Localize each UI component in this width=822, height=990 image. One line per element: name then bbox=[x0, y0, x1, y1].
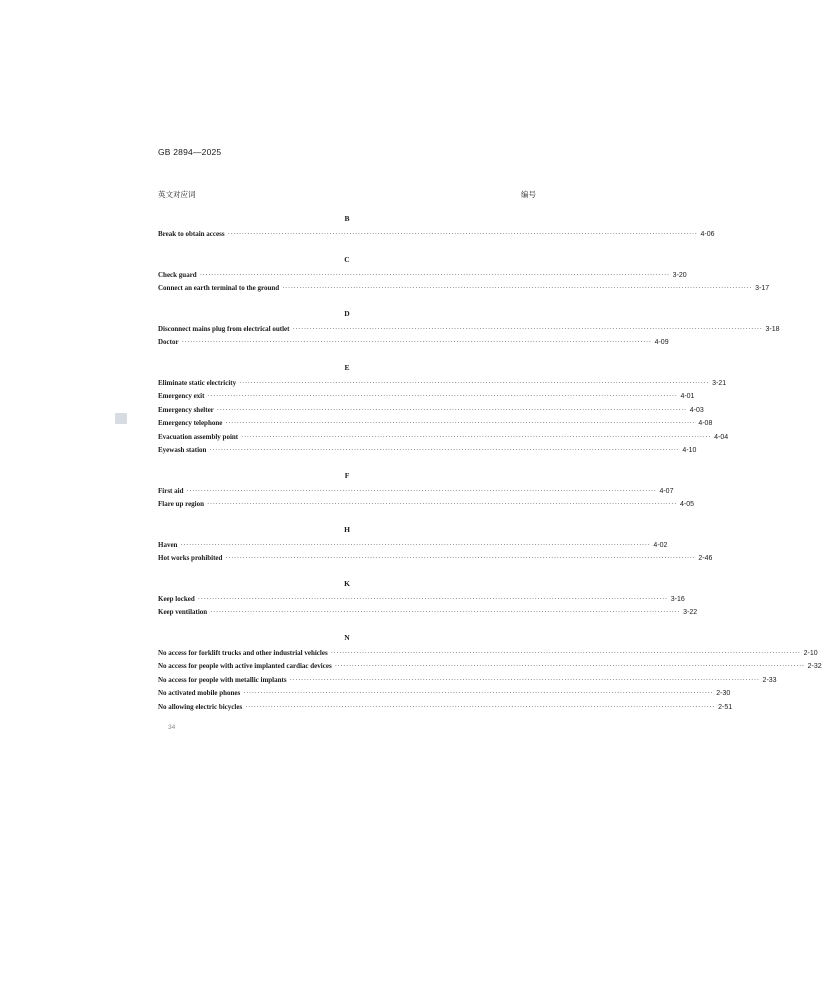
dot-leader: ······································································································································································ bbox=[207, 500, 677, 508]
entry-code: 4-02 bbox=[653, 541, 668, 549]
entry-term: Emergency telephone bbox=[158, 419, 223, 427]
entry-code: 2-30 bbox=[716, 690, 731, 697]
index-entry bbox=[158, 660, 822, 674]
dot-leader: ······································································································································································ bbox=[225, 554, 696, 562]
index-section-f bbox=[158, 469, 695, 512]
entry-code: 3-16 bbox=[670, 595, 685, 603]
dot-leader: ······································································································································································ bbox=[209, 446, 680, 454]
entry-term: Disconnect mains plug from electrical outlet bbox=[158, 324, 290, 333]
index-entry bbox=[158, 701, 733, 715]
dot-leader: ······································································································································································ bbox=[245, 702, 716, 711]
section-letter: E bbox=[344, 362, 350, 372]
page-number: 34 bbox=[168, 724, 176, 731]
index-entry bbox=[158, 417, 713, 431]
entry-code: 3-21 bbox=[712, 379, 727, 387]
entry-code: 3-22 bbox=[683, 609, 698, 616]
section-letter: K bbox=[344, 578, 350, 588]
index-section-b bbox=[158, 212, 715, 242]
index-entry bbox=[158, 485, 674, 499]
index-entry bbox=[158, 390, 695, 404]
margin-mark bbox=[115, 413, 127, 424]
entry-term: Emergency shelter bbox=[158, 405, 214, 414]
section-letter: C bbox=[344, 254, 350, 264]
entry-term: Evacuation assembly point bbox=[158, 432, 239, 441]
entry-term: Connect an earth terminal to the ground bbox=[158, 284, 280, 292]
index-entry bbox=[158, 498, 695, 512]
section-letter: B bbox=[344, 214, 350, 223]
dot-leader: ······································································································································································ bbox=[330, 648, 801, 657]
entry-term: Check guard bbox=[158, 270, 197, 279]
dot-leader: ······································································································································································ bbox=[334, 662, 805, 670]
index-section-h bbox=[158, 523, 713, 566]
index-entry bbox=[158, 687, 731, 701]
entry-code: 4-09 bbox=[654, 339, 669, 346]
entry-code: 4-03 bbox=[689, 406, 704, 414]
entry-code: 4-04 bbox=[714, 433, 729, 441]
entry-code: 4-10 bbox=[682, 447, 697, 454]
dot-leader: ······································································································································································ bbox=[210, 608, 681, 616]
index-list bbox=[158, 212, 822, 714]
index-entry bbox=[158, 323, 780, 337]
dot-leader: ······································································································································································ bbox=[292, 324, 763, 333]
dot-leader: ······································································································································································ bbox=[199, 270, 670, 279]
entry-code: 4-08 bbox=[698, 420, 713, 427]
index-entry bbox=[158, 377, 727, 391]
index-entry bbox=[158, 552, 713, 566]
index-entry bbox=[158, 404, 704, 418]
entry-code: 4-07 bbox=[659, 487, 674, 495]
entry-term: First aid bbox=[158, 486, 184, 495]
section-letter: F bbox=[344, 470, 350, 480]
index-entry bbox=[158, 336, 669, 350]
section-letter: H bbox=[344, 524, 350, 534]
entry-term: Haven bbox=[158, 540, 178, 549]
entry-term: No access for people with metallic implants bbox=[158, 675, 287, 684]
entry-term: No allowing electric bicycles bbox=[158, 702, 243, 711]
index-section-k bbox=[158, 577, 698, 620]
entry-term: Keep locked bbox=[158, 594, 195, 603]
entry-term: Emergency exit bbox=[158, 392, 205, 400]
dot-leader: ······································································································································································ bbox=[207, 392, 678, 400]
column-header-english-term: 英文对应词 bbox=[158, 190, 196, 199]
index-entry bbox=[158, 269, 687, 283]
entry-code: 4-01 bbox=[680, 393, 695, 400]
index-section-c bbox=[158, 253, 770, 296]
dot-leader: ······································································································································································ bbox=[197, 594, 668, 603]
dot-leader: ······································································································································································ bbox=[239, 378, 710, 387]
entry-term: Break to obtain access bbox=[158, 230, 225, 238]
entry-term: Eyewash station bbox=[158, 446, 207, 454]
index-entry bbox=[158, 228, 715, 242]
section-letter: N bbox=[344, 632, 350, 642]
entry-code: 2-46 bbox=[698, 555, 713, 562]
index-entry bbox=[158, 674, 777, 688]
column-header-number: 编号 bbox=[521, 190, 536, 199]
entry-code: 3-17 bbox=[755, 285, 770, 292]
entry-code: 2-33 bbox=[762, 676, 777, 684]
entry-term: Eliminate static electricity bbox=[158, 378, 237, 387]
index-section-d bbox=[158, 307, 780, 350]
entry-code: 2-10 bbox=[803, 649, 818, 657]
entry-term: Hot works prohibited bbox=[158, 554, 223, 562]
index-entry bbox=[158, 647, 818, 661]
index-entry bbox=[158, 539, 668, 553]
index-entry bbox=[158, 606, 698, 620]
entry-code: 2-32 bbox=[807, 663, 822, 670]
entry-code: 3-20 bbox=[672, 271, 687, 279]
entry-code: 2-51 bbox=[718, 703, 733, 711]
dot-leader: ······································································································································································ bbox=[216, 405, 687, 414]
entry-term: No access for forklift trucks and other industrial vehicles bbox=[158, 648, 328, 657]
entry-term: Doctor bbox=[158, 338, 179, 346]
dot-leader: ······································································································································································ bbox=[241, 432, 712, 441]
index-section-n bbox=[158, 631, 822, 715]
entry-term: Flare up region bbox=[158, 500, 205, 508]
index-section-e bbox=[158, 361, 729, 458]
dot-leader: ······································································································································································ bbox=[186, 486, 657, 495]
entry-term: Keep ventilation bbox=[158, 608, 208, 616]
document-code: GB 2894—2025 bbox=[158, 147, 222, 157]
entry-term: No activated mobile phones bbox=[158, 689, 241, 697]
dot-leader: ······································································································································································ bbox=[225, 419, 696, 427]
index-entry bbox=[158, 444, 697, 458]
section-letter: D bbox=[344, 308, 350, 318]
column-header bbox=[158, 189, 536, 200]
index-entry bbox=[158, 431, 729, 445]
index-entry bbox=[158, 593, 685, 607]
dot-leader: ······································································································································································ bbox=[181, 338, 652, 346]
entry-code: 4-05 bbox=[680, 501, 695, 508]
entry-code: 3-18 bbox=[765, 325, 780, 333]
index-entry bbox=[158, 282, 770, 296]
dot-leader: ······································································································································································ bbox=[180, 540, 651, 549]
dot-leader: ······································································································································································ bbox=[243, 689, 714, 697]
dot-leader: ······································································································································································ bbox=[282, 284, 753, 292]
dot-leader: ······································································································································································ bbox=[289, 675, 760, 684]
entry-term: No access for people with active implanted cardiac devices bbox=[158, 662, 332, 670]
dot-leader: ······································································································································································ bbox=[227, 230, 698, 238]
entry-code: 4-06 bbox=[700, 231, 715, 238]
